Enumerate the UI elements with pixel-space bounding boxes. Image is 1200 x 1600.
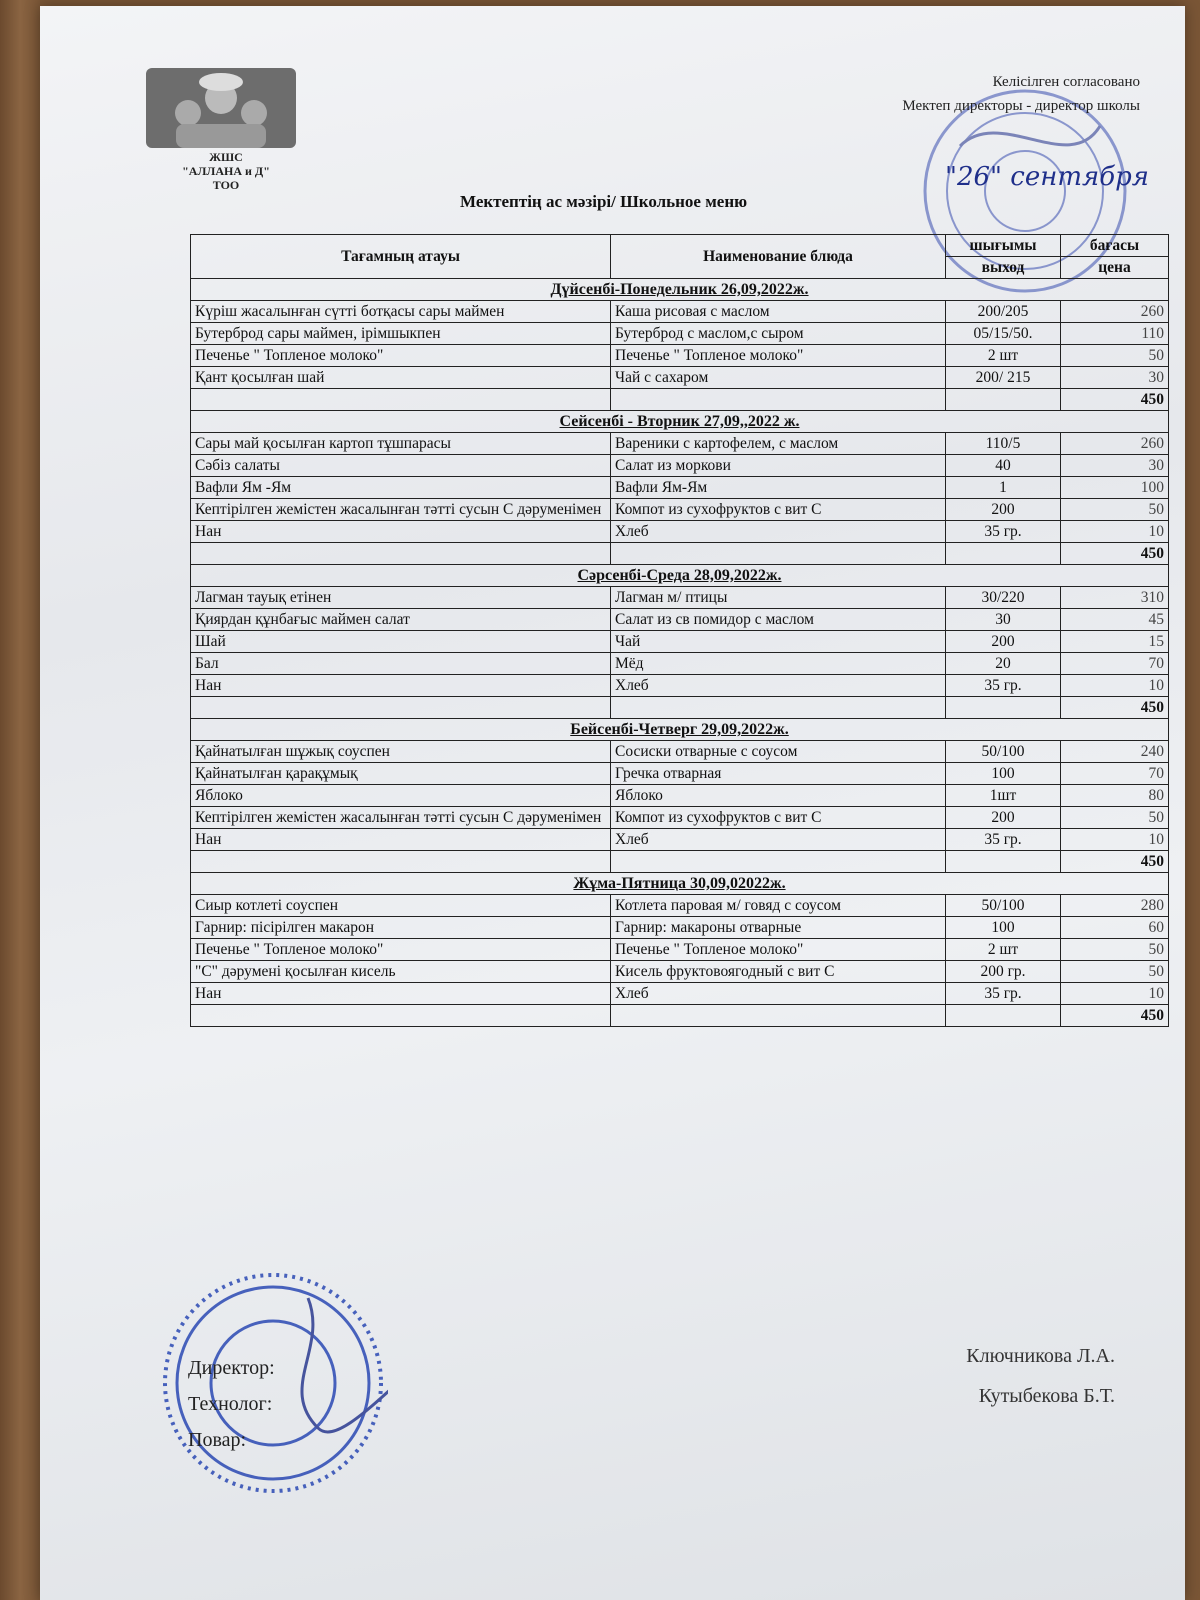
dish-output: 30 bbox=[946, 609, 1061, 631]
dish-output: 2 шт bbox=[946, 345, 1061, 367]
dish-name-kz: Бал bbox=[191, 653, 611, 675]
menu-item-row bbox=[191, 961, 1169, 983]
menu-item-row bbox=[191, 631, 1169, 653]
approval-date: "26" сентября bbox=[945, 162, 1149, 192]
day-total-row bbox=[191, 1005, 1169, 1027]
empty-cell bbox=[191, 1005, 611, 1027]
dish-price: 10 bbox=[1061, 521, 1169, 543]
menu-item-row bbox=[191, 521, 1169, 543]
dish-price: 30 bbox=[1061, 367, 1169, 389]
day-title: Сейсенбі - Вторник 27,09,,2022 ж. bbox=[191, 411, 1169, 433]
menu-item-row bbox=[191, 763, 1169, 785]
dish-name-ru: Мёд bbox=[611, 653, 946, 675]
menu-item-row bbox=[191, 939, 1169, 961]
dish-name-ru: Компот из сухофруктов с вит С bbox=[611, 499, 946, 521]
dish-name-kz: Сәбіз салаты bbox=[191, 455, 611, 477]
dish-name-kz: Яблоко bbox=[191, 785, 611, 807]
dish-price: 50 bbox=[1061, 499, 1169, 521]
menu-item-row bbox=[191, 829, 1169, 851]
technologist-name: Ключникова Л.А. bbox=[966, 1345, 1115, 1367]
empty-cell bbox=[611, 697, 946, 719]
dish-price: 70 bbox=[1061, 653, 1169, 675]
day-total: 450 bbox=[1061, 697, 1169, 719]
empty-cell bbox=[611, 389, 946, 411]
dish-price: 80 bbox=[1061, 785, 1169, 807]
dish-name-kz: Қант қосылған шай bbox=[191, 367, 611, 389]
day-header-row bbox=[191, 411, 1169, 433]
menu-item-row bbox=[191, 477, 1169, 499]
dish-name-ru: Печенье " Топленое молоко" bbox=[611, 345, 946, 367]
dish-name-ru: Хлеб bbox=[611, 675, 946, 697]
dish-price: 240 bbox=[1061, 741, 1169, 763]
header-name-ru: Наименование блюда bbox=[611, 235, 946, 279]
menu-item-row bbox=[191, 301, 1169, 323]
company-line-2: "АЛЛАНА и Д" bbox=[182, 164, 270, 178]
menu-body bbox=[191, 279, 1169, 1027]
dish-output: 200/ 215 bbox=[946, 367, 1061, 389]
dish-name-ru: Вафли Ям-Ям bbox=[611, 477, 946, 499]
dish-name-kz: Күріш жасалынған сүтті ботқасы сары маймен bbox=[191, 301, 611, 323]
dish-price: 10 bbox=[1061, 675, 1169, 697]
dish-output: 50/100 bbox=[946, 895, 1061, 917]
dish-name-kz: "С" дәрумені қосылған кисель bbox=[191, 961, 611, 983]
dish-name-kz: Шай bbox=[191, 631, 611, 653]
dish-name-ru: Кисель фруктовоягодный с вит С bbox=[611, 961, 946, 983]
dish-output: 35 гр. bbox=[946, 829, 1061, 851]
menu-item-row bbox=[191, 433, 1169, 455]
dish-name-kz: Вафли Ям -Ям bbox=[191, 477, 611, 499]
document-title: Мектептің ас мәзірі/ Школьное меню bbox=[460, 192, 748, 211]
empty-cell bbox=[191, 543, 611, 565]
approval-block bbox=[800, 70, 1140, 118]
day-title: Сәрсенбі-Среда 28,09,2022ж. bbox=[191, 565, 1169, 587]
dish-price: 260 bbox=[1061, 433, 1169, 455]
dish-output: 200 гр. bbox=[946, 961, 1061, 983]
company-line-1: ЖШС bbox=[209, 150, 243, 164]
dish-name-ru: Бутерброд с маслом,с сыром bbox=[611, 323, 946, 345]
day-title: Бейсенбі-Четверг 29,09,2022ж. bbox=[191, 719, 1169, 741]
header-row-1 bbox=[191, 235, 1169, 257]
dish-output: 200 bbox=[946, 807, 1061, 829]
empty-cell bbox=[946, 1005, 1061, 1027]
menu-item-row bbox=[191, 499, 1169, 521]
dish-output: 110/5 bbox=[946, 433, 1061, 455]
dish-price: 100 bbox=[1061, 477, 1169, 499]
menu-sheet bbox=[40, 6, 1185, 1600]
empty-cell bbox=[946, 543, 1061, 565]
dish-name-kz: Қайнатылған қарақұмық bbox=[191, 763, 611, 785]
dish-output: 2 шт bbox=[946, 939, 1061, 961]
dish-output: 100 bbox=[946, 763, 1061, 785]
day-total: 450 bbox=[1061, 389, 1169, 411]
dish-name-ru: Компот из сухофруктов с вит С bbox=[611, 807, 946, 829]
day-total-row bbox=[191, 851, 1169, 873]
menu-item-row bbox=[191, 367, 1169, 389]
menu-item-row bbox=[191, 587, 1169, 609]
empty-cell bbox=[611, 851, 946, 873]
dish-output: 35 гр. bbox=[946, 983, 1061, 1005]
header-price-ru: цена bbox=[1061, 257, 1169, 279]
empty-cell bbox=[611, 1005, 946, 1027]
dish-output: 20 bbox=[946, 653, 1061, 675]
day-title: Дүйсенбі-Понедельник 26,09,2022ж. bbox=[191, 279, 1169, 301]
dish-output: 05/15/50. bbox=[946, 323, 1061, 345]
dish-name-kz: Нан bbox=[191, 521, 611, 543]
dish-price: 280 bbox=[1061, 895, 1169, 917]
dish-name-ru: Чай bbox=[611, 631, 946, 653]
dish-price: 70 bbox=[1061, 763, 1169, 785]
day-total: 450 bbox=[1061, 1005, 1169, 1027]
dish-name-ru: Лагман м/ птицы bbox=[611, 587, 946, 609]
menu-item-row bbox=[191, 323, 1169, 345]
dish-name-kz: Бутерброд сары маймен, ірімшыкпен bbox=[191, 323, 611, 345]
day-total: 450 bbox=[1061, 851, 1169, 873]
day-header-row bbox=[191, 279, 1169, 301]
dish-output: 200 bbox=[946, 499, 1061, 521]
day-total: 450 bbox=[1061, 543, 1169, 565]
header-price-kz: бағасы bbox=[1061, 235, 1169, 257]
day-header-row bbox=[191, 873, 1169, 895]
dish-price: 50 bbox=[1061, 807, 1169, 829]
empty-cell bbox=[191, 851, 611, 873]
header-name-kz: Тағамның атауы bbox=[191, 235, 611, 279]
menu-item-row bbox=[191, 609, 1169, 631]
dish-price: 50 bbox=[1061, 961, 1169, 983]
header-output-ru: выход bbox=[946, 257, 1061, 279]
dish-name-ru: Гарнир: макароны отварные bbox=[611, 917, 946, 939]
company-line-3: ТОО bbox=[212, 178, 240, 192]
empty-cell bbox=[946, 697, 1061, 719]
dish-name-kz: Кептірілген жемістен жасалынған тәтті сусын С дәруменімен bbox=[191, 807, 611, 829]
dish-name-ru: Каша рисовая с маслом bbox=[611, 301, 946, 323]
day-title: Жұма-Пятница 30,09,02022ж. bbox=[191, 873, 1169, 895]
dish-name-kz: Нан bbox=[191, 829, 611, 851]
dish-name-ru: Вареники с картофелем, с маслом bbox=[611, 433, 946, 455]
day-total-row bbox=[191, 543, 1169, 565]
dish-name-ru: Салат из моркови bbox=[611, 455, 946, 477]
dish-name-kz: Печенье " Топленое молоко" bbox=[191, 345, 611, 367]
dish-output: 1шт bbox=[946, 785, 1061, 807]
dish-name-kz: Сиыр котлеті соуспен bbox=[191, 895, 611, 917]
menu-item-row bbox=[191, 917, 1169, 939]
dish-output: 50/100 bbox=[946, 741, 1061, 763]
dish-output: 35 гр. bbox=[946, 521, 1061, 543]
dish-name-ru: Хлеб bbox=[611, 829, 946, 851]
cook-name: Кутыбекова Б.Т. bbox=[978, 1385, 1115, 1407]
company-name bbox=[146, 150, 306, 192]
header-output-kz: шығымы bbox=[946, 235, 1061, 257]
dish-price: 45 bbox=[1061, 609, 1169, 631]
dish-output: 40 bbox=[946, 455, 1061, 477]
menu-item-row bbox=[191, 653, 1169, 675]
dish-output: 200 bbox=[946, 631, 1061, 653]
menu-item-row bbox=[191, 895, 1169, 917]
dish-name-ru: Салат из св помидор с маслом bbox=[611, 609, 946, 631]
dish-price: 260 bbox=[1061, 301, 1169, 323]
menu-item-row bbox=[191, 983, 1169, 1005]
day-header-row bbox=[191, 565, 1169, 587]
dish-name-kz: Қайнатылған шұжық соуспен bbox=[191, 741, 611, 763]
director-label: Директор: bbox=[188, 1357, 275, 1379]
dish-name-ru: Хлеб bbox=[611, 521, 946, 543]
dish-name-ru: Чай с сахаром bbox=[611, 367, 946, 389]
dish-name-ru: Яблоко bbox=[611, 785, 946, 807]
dish-name-ru: Гречка отварная bbox=[611, 763, 946, 785]
dish-price: 50 bbox=[1061, 939, 1169, 961]
empty-cell bbox=[946, 851, 1061, 873]
dish-price: 110 bbox=[1061, 323, 1169, 345]
dish-price: 60 bbox=[1061, 917, 1169, 939]
empty-cell bbox=[611, 543, 946, 565]
company-logo-icon bbox=[146, 68, 296, 148]
dish-output: 200/205 bbox=[946, 301, 1061, 323]
dish-price: 10 bbox=[1061, 983, 1169, 1005]
dish-name-ru: Печенье " Топленое молоко" bbox=[611, 939, 946, 961]
menu-item-row bbox=[191, 741, 1169, 763]
menu-table bbox=[190, 234, 1169, 1027]
empty-cell bbox=[946, 389, 1061, 411]
day-total-row bbox=[191, 697, 1169, 719]
cook-label: Повар: bbox=[188, 1429, 247, 1451]
day-header-row bbox=[191, 719, 1169, 741]
names-block bbox=[966, 1336, 1115, 1416]
dish-name-kz: Гарнир: пісірілген макарон bbox=[191, 917, 611, 939]
dish-name-kz: Лагман тауық етінен bbox=[191, 587, 611, 609]
dish-output: 30/220 bbox=[946, 587, 1061, 609]
dish-name-ru: Сосиски отварные с соусом bbox=[611, 741, 946, 763]
dish-price: 15 bbox=[1061, 631, 1169, 653]
menu-item-row bbox=[191, 455, 1169, 477]
approval-line-2: Мектеп директоры - директор школы bbox=[902, 98, 1140, 114]
dish-name-ru: Хлеб bbox=[611, 983, 946, 1005]
dish-name-ru: Котлета паровая м/ говяд с соусом bbox=[611, 895, 946, 917]
dish-name-kz: Сары май қосылған картоп тұшпарасы bbox=[191, 433, 611, 455]
dish-price: 310 bbox=[1061, 587, 1169, 609]
menu-item-row bbox=[191, 807, 1169, 829]
day-total-row bbox=[191, 389, 1169, 411]
menu-item-row bbox=[191, 345, 1169, 367]
dish-output: 1 bbox=[946, 477, 1061, 499]
menu-item-row bbox=[191, 675, 1169, 697]
dish-name-kz: Печенье " Топленое молоко" bbox=[191, 939, 611, 961]
signers-block bbox=[188, 1350, 275, 1458]
technologist-label: Технолог: bbox=[188, 1393, 273, 1415]
dish-name-kz: Нан bbox=[191, 983, 611, 1005]
dish-price: 50 bbox=[1061, 345, 1169, 367]
menu-item-row bbox=[191, 785, 1169, 807]
dish-price: 30 bbox=[1061, 455, 1169, 477]
dish-output: 35 гр. bbox=[946, 675, 1061, 697]
dish-name-kz: Қиярдан құнбағыс маймен салат bbox=[191, 609, 611, 631]
empty-cell bbox=[191, 697, 611, 719]
dish-price: 10 bbox=[1061, 829, 1169, 851]
dish-output: 100 bbox=[946, 917, 1061, 939]
approval-line-1: Келісілген согласовано bbox=[992, 74, 1140, 90]
dish-name-kz: Нан bbox=[191, 675, 611, 697]
empty-cell bbox=[191, 389, 611, 411]
dish-name-kz: Кептірілген жемістен жасалынған тәтті сусын С дәруменімен bbox=[191, 499, 611, 521]
